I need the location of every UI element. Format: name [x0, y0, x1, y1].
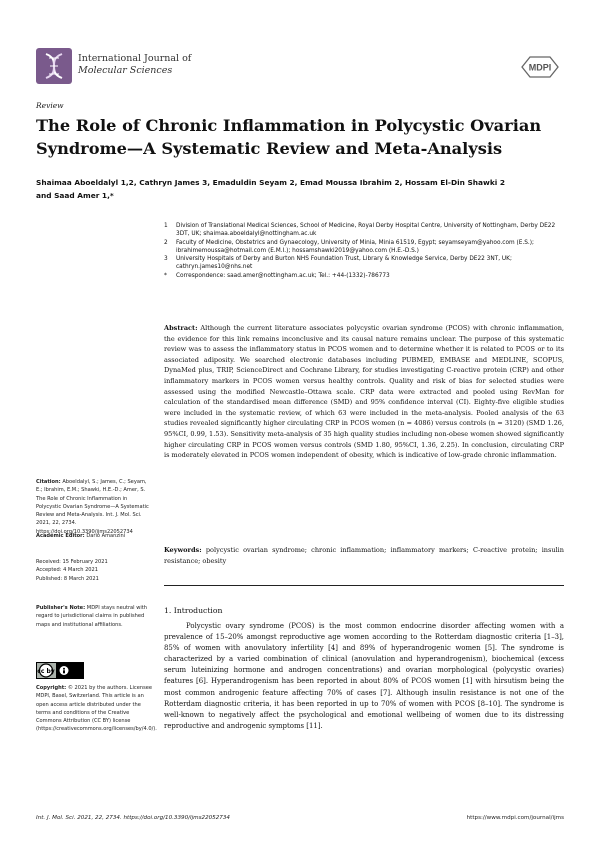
dates-block — [36, 558, 154, 583]
page-footer — [36, 815, 564, 821]
copyright-label: Copyright: — [36, 685, 67, 691]
journal-name-line1: International Journal of — [78, 53, 192, 64]
affiliation-number: * — [164, 272, 167, 279]
introduction-paragraph: Polycystic ovary syndrome (PCOS) is the most common endocrine disorder affecting women with a prevalence of 15–20% amongst reproductive age women according to the Rotterdam diagnostic criteria [1–3], 85% of women with anovulatory infertility [4] and 89% of hyperandrogenic women [5]. The syndrome is characterized by a varied combination of clinical (anovulation and hyperandrogenism), biochemical (excess serum luteinizing hormone and androgen concentrations) and ovarian morphological (polycystic ovaries) features [6]. Hyperandrogenism has been reported in about 80% of PCOS women [1] with hirsutism being the most common androgenic feature affecting 70% of cases [7]. Although insulin resistance is not one of the Rotterdam diagnostic criteria, it has been reported in up to 70% of women with PCOS [8–10]. The syndrome is well-known to negatively affect the psychological and emotional wellbeing of women due to its distressing reproductive and androgenic symptoms [11]. — [164, 622, 564, 730]
author-list — [36, 176, 566, 202]
citation-label: Citation: — [36, 479, 61, 485]
keywords-label: Keywords: — [164, 546, 202, 554]
affiliation-number: 2 — [164, 239, 168, 246]
publisher-note-label: Publisher's Note: — [36, 605, 86, 611]
mdpi-logo-text: MDPI — [528, 62, 552, 73]
accepted-date: Accepted: 4 March 2021 — [36, 567, 99, 574]
author-line-2: and Saad Amer 1,* — [36, 191, 114, 200]
published-date: Published: 8 March 2021 — [36, 575, 99, 582]
footer-website-link[interactable]: https://www.mdpi.com/journal/ijms — [466, 815, 564, 821]
article-type: Review — [36, 101, 64, 110]
keywords-text: polycystic ovarian syndrome; chronic inflammation; inflammatory markers; C-reactive protein; insulin resistance; obesity — [164, 546, 564, 565]
affiliation-item — [164, 272, 564, 280]
abstract-text: Although the current literature associates polycystic ovarian syndrome (PCOS) with chronic inflammation, the evidence for this link remains inconclusive and its causal nature remains unclear. The purpose of this systematic review was to assess the inflammatory status in PCOS women and to determine whether it is related to PCOS or to its associated adiposity. We searched electronic databases including PUBMED, EMBASE and MEDLINE, SCOPUS, DynaMed plus, TRIP, ScienceDirect and Cochrane Library, for studies investigating C-reactive protein (CRP) and other inflammatory markers in PCOS women versus healthy controls. Quality and risk of bias for selected studies were assessed using the modified Newcastle–Ottawa scale. CRP data were extracted and pooled using RevMan for calculation of the standardised mean difference (SMD) and 95% confidence interval (CI). Eighty-five eligible studies were included in the systematic review, of which 63 were included in the meta-analysis. Pooled analysis of the 63 studies revealed significantly higher circulating CRP in PCOS women (n = 4086) versus controls (n = 3120) (SMD 1.26, 95%CI, 0.99, 1.53). Sensitivity meta-analysis of 35 high quality studies including non-obese women showed significantly higher circulating CRP in PCOS women versus controls (SMD 1.80, 95%CI, 1.36, 2.25). In conclusion, circulating CRP is moderately elevated in PCOS women independent of obesity, which is indicative of low-grade chronic inflammation. — [164, 324, 564, 460]
affiliation-text: Faculty of Medicine, Obstetrics and Gynaecology, University of Minia, Minia 61519, Egypt; seyamseyam@yahoo.com (E.S.); ibrahimemoussa@hotmail.com (E.M.I.); hossamshawki2019@yahoo.com (H.E.-D.S.) — [176, 239, 534, 254]
editor-label: Academic Editor: — [36, 533, 85, 539]
section-heading: 1. Introduction — [164, 606, 223, 615]
publisher-note-text: MDPI stays neutral with regard to jurisdictional claims in published maps and institutional affiliations. — [36, 605, 148, 628]
affiliation-number: 1 — [164, 223, 168, 229]
citation-text: Aboeldalyl, S.; James, C.; Seyam, E.; Ibrahim, E.M.; Shawki, H.E.-D.; Amer, S. The Role of Chronic Inflammation in Polycystic Ovarian Syndrome—A Systematic Review and Meta-Analysis. Int. J. Mol. Sci. 2021, 22, 2734. https://doi.org/10.3390/ijms22052734 — [36, 479, 149, 535]
received-date: Received: 15 February 2021 — [36, 559, 108, 565]
affiliation-number: 3 — [164, 256, 168, 263]
journal-name — [78, 53, 191, 77]
cc-label: cc by — [37, 668, 55, 675]
affiliation-item — [164, 222, 564, 239]
author-line-1: Shaimaa Aboeldalyl 1,2, Cathryn James 3, Emaduldin Seyam 2, Emad Moussa Ibrahim 2, Hossam El-Din Shawki 2 — [36, 178, 506, 187]
journal-logo-icon — [36, 48, 72, 84]
mdpi-logo-icon — [518, 54, 562, 80]
abstract — [164, 323, 564, 461]
editor-name: Dario Amanzini — [84, 533, 126, 539]
affiliation-text: University Hospitals of Derby and Burton NHS Foundation Trust, Library & Knowledge Service, Derby DE22 3NT, UK; cathryn.james10@nhs.net — [176, 256, 512, 271]
article-title: The Role of Chronic Inflammation in Polycystic Ovarian Syndrome—A Systematic Review and Meta-Analysis — [36, 116, 542, 158]
section-divider — [164, 585, 564, 586]
affiliation-item — [164, 239, 564, 256]
cc-by-license-icon — [36, 662, 84, 679]
academic-editor — [36, 532, 154, 540]
copyright-text: © 2021 by the authors. Licensee MDPI, Basel, Switzerland. This article is an open access article distributed under the terms and conditions of the Creative Commons Attribution (CC BY) license (https://creativecommons.org/licenses/by/4.0/). — [36, 685, 157, 733]
copyright-block — [36, 684, 157, 734]
affiliation-text: Division of Translational Medical Sciences, School of Medicine, Royal Derby Hospital Centre, University of Nottingham, Derby DE22 3DT, UK; shaimaa.aboeldalyl@nottingham.ac.uk — [176, 223, 556, 238]
footer-citation: Int. J. Mol. Sci. 2021, 22, 2734. https://doi.org/10.3390/ijms22052734 — [36, 815, 230, 821]
journal-name-line2: Molecular Sciences — [78, 65, 173, 76]
citation-block — [36, 478, 154, 536]
correspondence-text: Correspondence: saad.amer@nottingham.ac.uk; Tel.: +44-(1332)-786773 — [176, 272, 390, 279]
publisher-note — [36, 604, 154, 629]
keywords — [164, 545, 564, 566]
affiliations — [164, 222, 564, 280]
abstract-label: Abstract: — [164, 324, 198, 332]
affiliation-item — [164, 255, 564, 272]
